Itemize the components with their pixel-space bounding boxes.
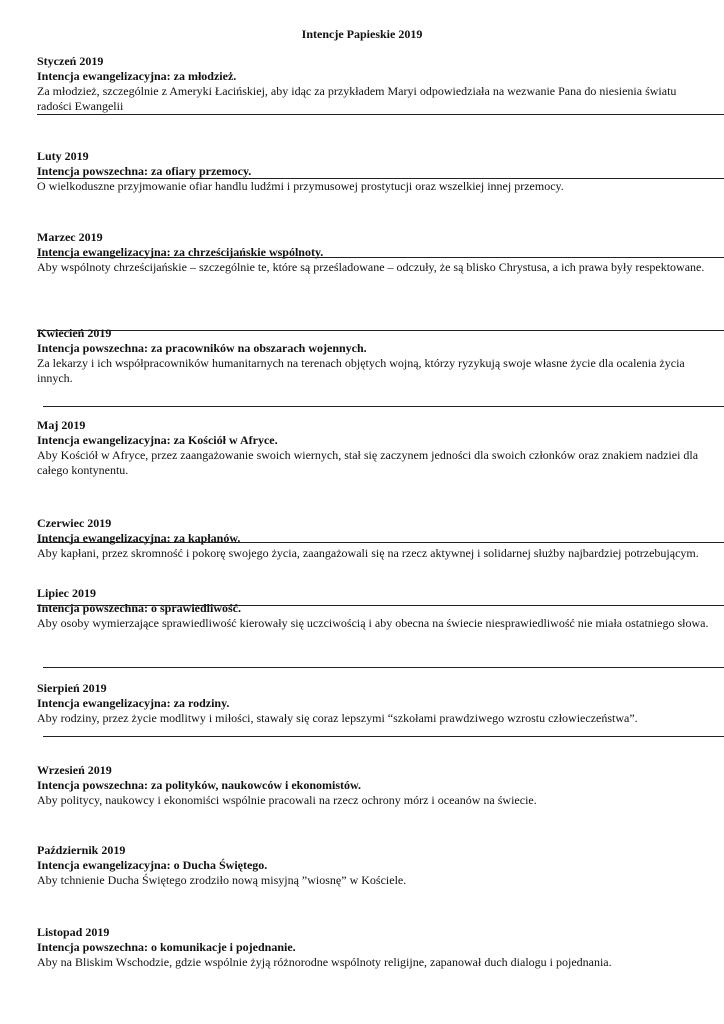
divider-line [37,330,724,331]
entry-month: Maj 2019 [37,418,86,432]
divider-line [43,736,724,737]
entry-heading: Intencja ewangelizacyjna: za młodzież. [37,69,237,83]
entry-pazdziernik [37,843,713,888]
entry-listopad [37,925,713,970]
entry-heading: Intencja powszechna: za polityków, naukowców i ekonomistów. [37,778,362,792]
entry-month: Listopad 2019 [37,925,110,939]
entry-marzec [37,230,713,275]
entry-month: Luty 2019 [37,149,89,163]
entry-text: Za lekarzy i ich współpracowników humanitarnych na terenach objętych wojną, którzy ryzykują swoje własne życie dla ocalenia życia innych. [37,356,685,385]
document-title: Intencje Papieskie 2019 [301,27,423,41]
divider-line [43,406,724,407]
entry-heading: Intencja powszechna: za ofiary przemocy. [37,164,252,178]
entry-month: Kwiecień 2019 [37,326,112,340]
entry-sierpien [37,681,713,726]
entry-heading: Intencja powszechna: o komunikacje i pojednanie. [37,940,296,954]
entry-kwiecien [37,326,713,386]
entry-text: Aby politycy, naukowcy i ekonomiści wspólnie pracowali na rzecz ochrony mórz i oceanów na świecie. [37,793,537,807]
entry-heading: Intencja ewangelizacyjna: za Kościół w Afryce. [37,433,278,447]
entry-wrzesien [37,763,713,808]
divider-line [37,114,724,115]
entry-text: Aby kapłani, przez skromność i pokorę swojego życia, zaangażowali się na rzecz aktywnej i solidarnej służby najbardziej potrzebującym. [37,546,699,560]
entry-lipiec [37,586,713,631]
entry-text: Aby wspólnoty chrześcijańskie – szczególnie te, które są prześladowane – odczuły, że są blisko Chrystusa, a ich prawa były respektowane. [37,260,705,274]
entry-heading: Intencja ewangelizacyjna: za rodziny. [37,696,230,710]
divider-line [43,667,724,668]
entry-month: Marzec 2019 [37,230,103,244]
entry-text: Aby osoby wymierzające sprawiedliwość kierowały się uczciwością i aby obecna na świecie niesprawiedliwość nie miała ostatniego słowa. [37,616,709,630]
entry-heading: Intencja ewangelizacyjna: za chrześcijańskie wspólnoty. [37,245,324,259]
entry-luty [37,149,713,194]
entry-month: Październik 2019 [37,843,126,857]
entry-czerwiec [37,516,713,561]
entry-styczen [37,54,713,114]
entry-heading: Intencja ewangelizacyjna: o Ducha Świętego. [37,858,268,872]
entry-month: Sierpień 2019 [37,681,107,695]
entry-text: Aby tchnienie Ducha Świętego zrodziło nową misyjną ”wiosnę” w Kościele. [37,873,407,887]
entry-heading: Intencja ewangelizacyjna: za kapłanów. [37,531,241,545]
entry-month: Styczeń 2019 [37,54,104,68]
entry-month: Czerwiec 2019 [37,516,112,530]
divider-line [37,542,724,543]
entry-heading: Intencja powszechna: za pracowników na obszarach wojennych. [37,341,367,355]
entry-month: Lipiec 2019 [37,586,96,600]
entry-heading: Intencja powszechna: o sprawiedliwość. [37,601,241,615]
entry-maj [37,418,713,478]
entry-month: Wrzesień 2019 [37,763,112,777]
divider-line [37,605,724,606]
entry-text: Aby na Bliskim Wschodzie, gdzie wspólnie żyją różnorodne wspólnoty religijne, zapanował duch dialogu i pojednania. [37,955,612,969]
divider-line [37,257,724,258]
entry-text: Za młodzież, szczególnie z Ameryki Łacińskiej, aby idąc za przykładem Maryi odpowiedziała na wezwanie Pana do niesienia światu radości Ewangelii [37,84,677,113]
entry-text: O wielkoduszne przyjmowanie ofiar handlu ludźmi i przymusowej prostytucji oraz wszelkiej innej przemocy. [37,179,564,193]
entry-text: Aby rodziny, przez życie modlitwy i miłości, stawały się coraz lepszymi “szkołami prawdziwego wzrostu człowieczeństwa”. [37,711,638,725]
entry-text: Aby Kościół w Afryce, przez zaangażowanie swoich wiernych, stał się zaczynem jedności dla swoich członków oraz znakiem nadziei dla całego kontynentu. [37,448,699,477]
divider-line [37,178,724,179]
